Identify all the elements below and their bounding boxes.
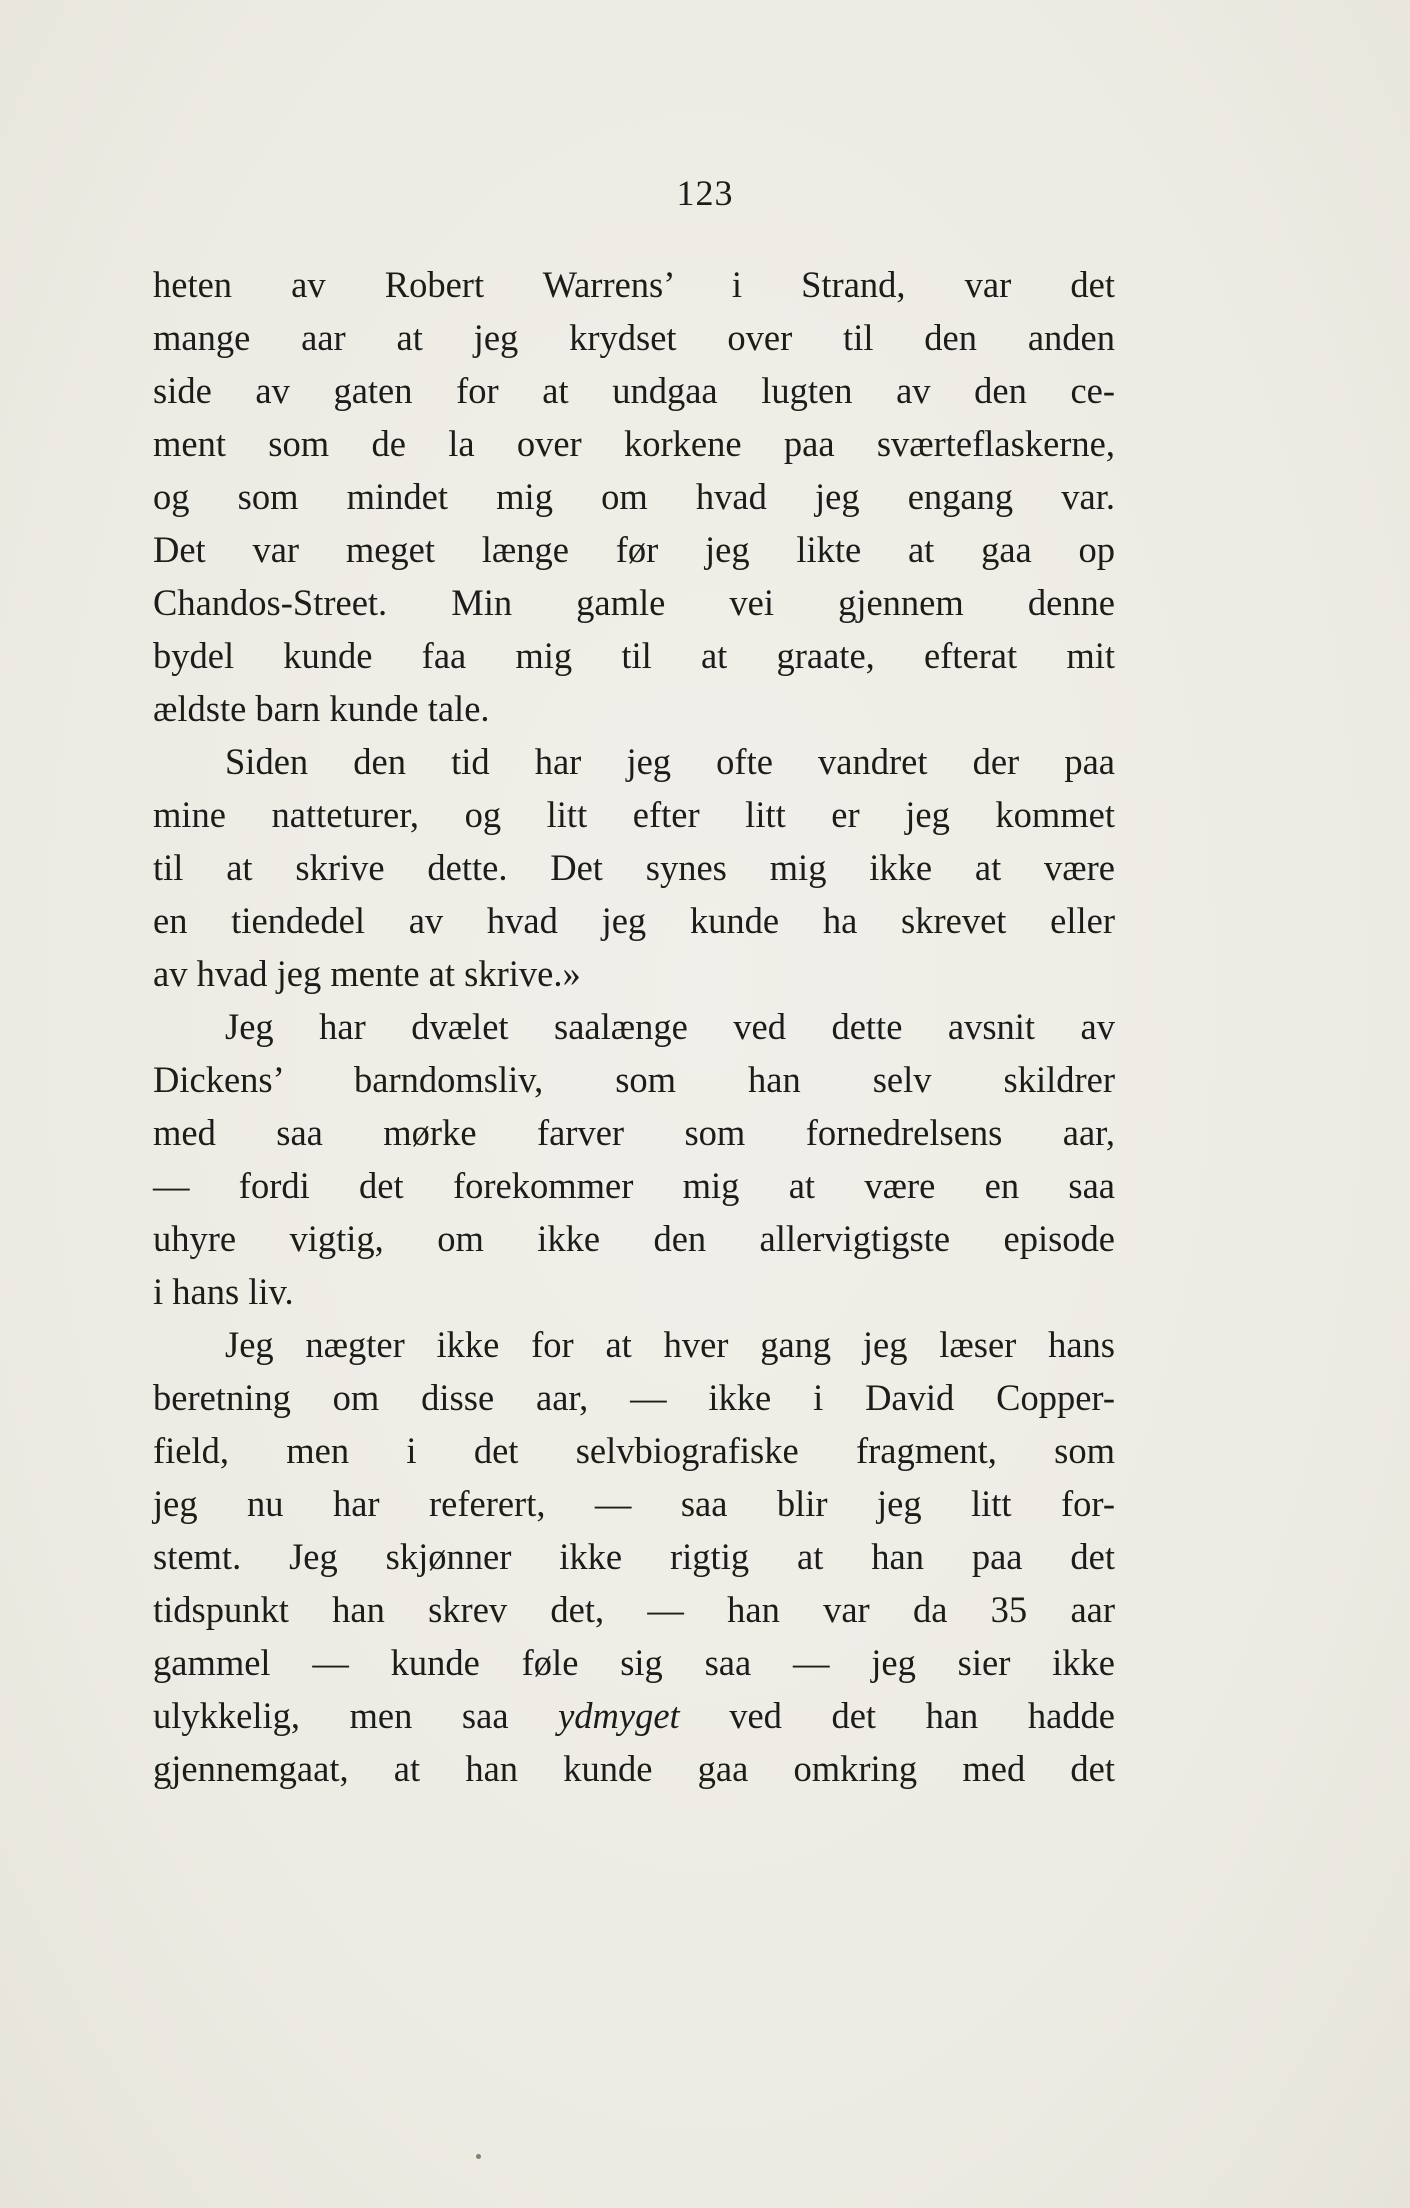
text-line: gjennemgaat, at han kunde gaa omkring med det bbox=[153, 1748, 1115, 1789]
text-line: ældste barn kunde tale. bbox=[153, 688, 490, 729]
text-line: heten av Robert Warrens’ i Strand, var det bbox=[153, 264, 1115, 305]
text-line: Chandos-Street. Min gamle vei gjennem denne bbox=[153, 582, 1115, 623]
text-line: mange aar at jeg krydset over til den anden bbox=[153, 317, 1115, 358]
text-line: uhyre vigtig, om ikke den allervigtigste episode bbox=[153, 1218, 1115, 1259]
text-line: field, men i det selvbiografiske fragment, som bbox=[153, 1430, 1115, 1471]
body-text bbox=[153, 258, 1115, 1795]
text-line bbox=[153, 1689, 1115, 1742]
text-line: Jeg nægter ikke for at hver gang jeg læser hans bbox=[225, 1324, 1115, 1365]
text-line: beretning om disse aar, — ikke i David Copper- bbox=[153, 1377, 1115, 1418]
text-line: med saa mørke farver som fornedrelsens aar, bbox=[153, 1112, 1115, 1153]
text-line: Jeg har dvælet saalænge ved dette avsnit av bbox=[225, 1006, 1115, 1047]
text-line: en tiendedel av hvad jeg kunde ha skrevet eller bbox=[153, 900, 1115, 941]
text-fragment: ved det han hadde bbox=[679, 1695, 1115, 1736]
text-fragment: ulykkelig, men saa bbox=[153, 1695, 559, 1736]
text-line: side av gaten for at undgaa lugten av den ce- bbox=[153, 370, 1115, 411]
text-line: — fordi det forekommer mig at være en saa bbox=[153, 1165, 1115, 1206]
text-line: jeg nu har referert, — saa blir jeg litt for- bbox=[153, 1483, 1115, 1524]
ink-speck bbox=[476, 2154, 481, 2159]
text-line: av hvad jeg mente at skrive.» bbox=[153, 953, 581, 994]
text-line: i hans liv. bbox=[153, 1271, 294, 1312]
text-line: bydel kunde faa mig til at graate, efterat mit bbox=[153, 635, 1115, 676]
text-line: stemt. Jeg skjønner ikke rigtig at han paa det bbox=[153, 1536, 1115, 1577]
text-line: Det var meget længe før jeg likte at gaa op bbox=[153, 529, 1115, 570]
text-line: tidspunkt han skrev det, — han var da 35 aar bbox=[153, 1589, 1115, 1630]
text-line: mine natteturer, og litt efter litt er jeg kommet bbox=[153, 794, 1115, 835]
text-line: Siden den tid har jeg ofte vandret der paa bbox=[225, 741, 1115, 782]
text-line: og som mindet mig om hvad jeg engang var. bbox=[153, 476, 1115, 517]
text-line: gammel — kunde føle sig saa — jeg sier ikke bbox=[153, 1642, 1115, 1683]
text-line: Dickens’ barndomsliv, som han selv skildrer bbox=[153, 1059, 1115, 1100]
emphasized-word: ydmyget bbox=[558, 1695, 680, 1736]
text-line: til at skrive dette. Det synes mig ikke at være bbox=[153, 847, 1115, 888]
page-number: 123 bbox=[676, 173, 734, 213]
text-line: ment som de la over korkene paa sværteflaskerne, bbox=[153, 423, 1115, 464]
